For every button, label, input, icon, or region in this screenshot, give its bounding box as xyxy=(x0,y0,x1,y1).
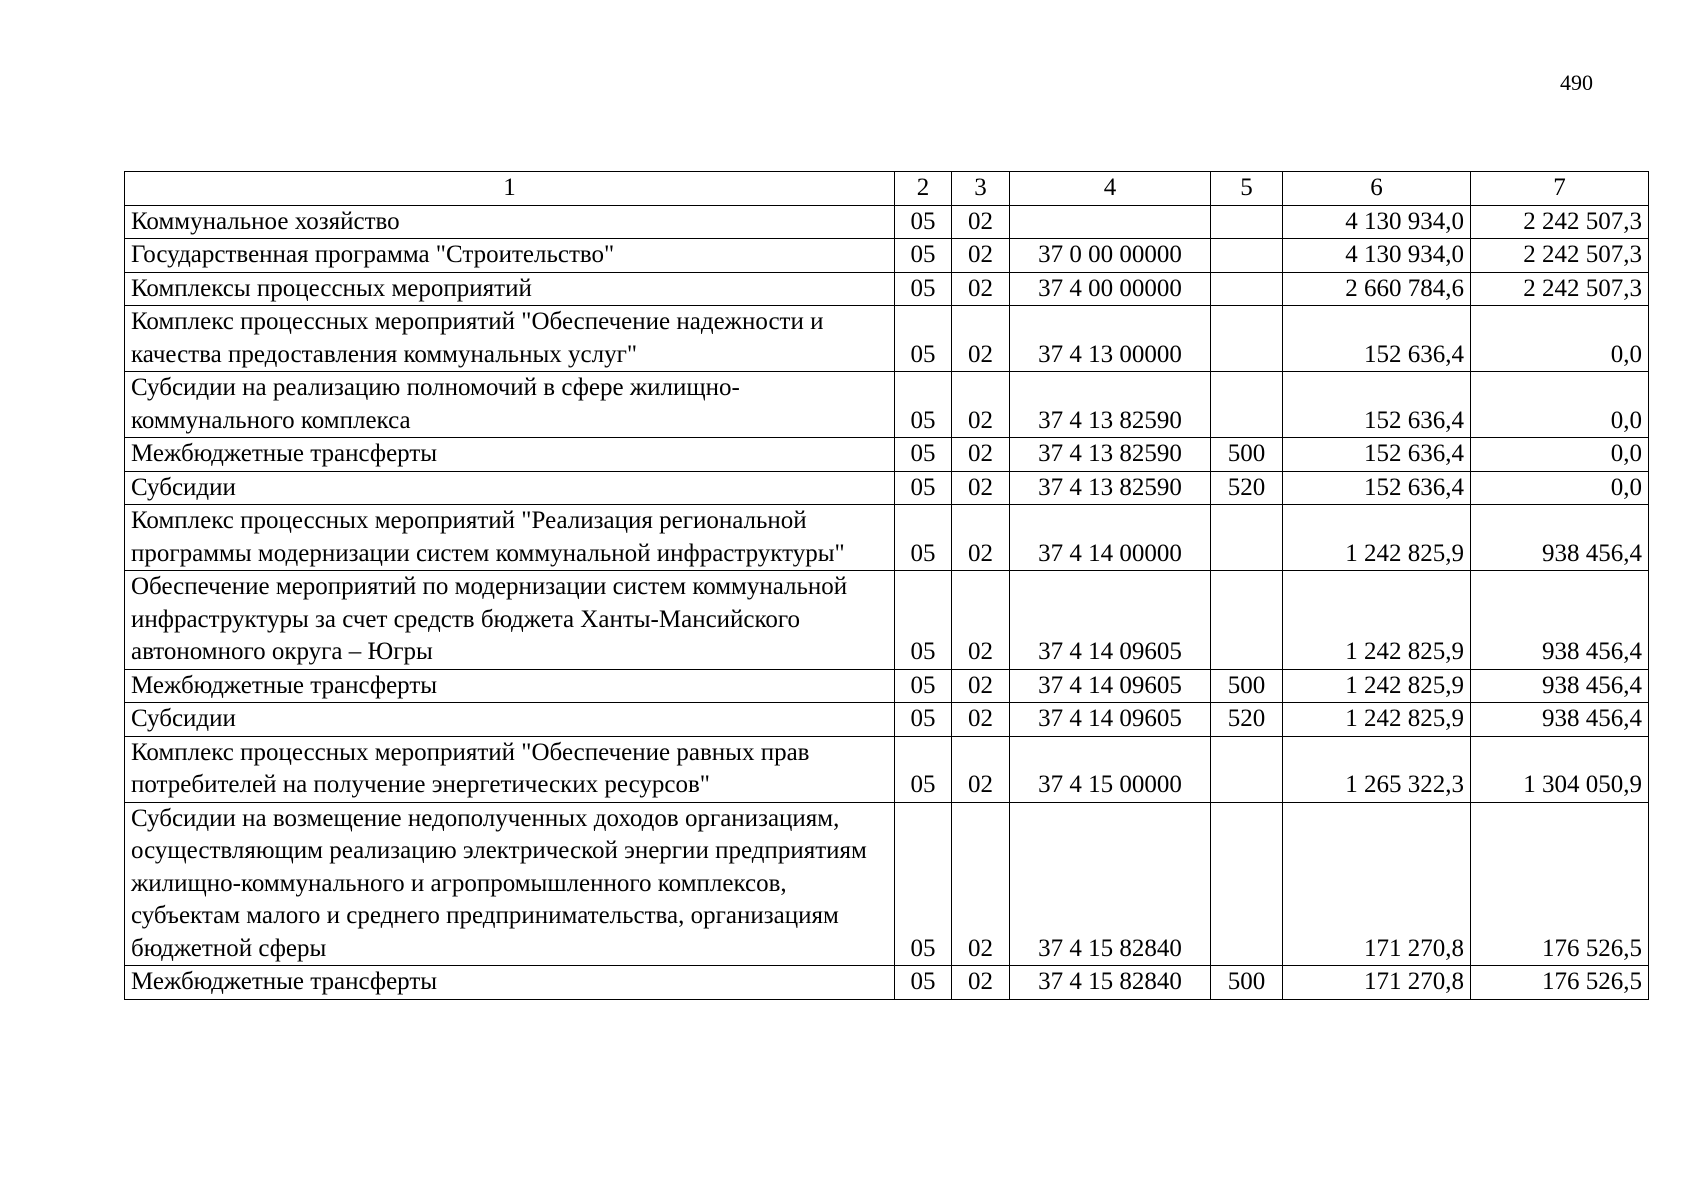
section-cell: 05 xyxy=(895,669,952,703)
amount-col6-cell: 152 636,4 xyxy=(1283,438,1471,472)
section-cell: 05 xyxy=(895,505,952,571)
expense-type-cell xyxy=(1211,306,1283,372)
column-header: 6 xyxy=(1283,172,1471,206)
expense-type-cell: 500 xyxy=(1211,438,1283,472)
expense-type-cell: 520 xyxy=(1211,703,1283,737)
subsection-cell: 02 xyxy=(952,272,1010,306)
row-name-cell: Межбюджетные трансферты xyxy=(125,669,895,703)
amount-col7-cell: 938 456,4 xyxy=(1471,669,1649,703)
amount-col7-cell: 2 242 507,3 xyxy=(1471,205,1649,239)
subsection-cell: 02 xyxy=(952,736,1010,802)
section-cell: 05 xyxy=(895,471,952,505)
amount-col7-cell: 0,0 xyxy=(1471,471,1649,505)
amount-col7-cell: 938 456,4 xyxy=(1471,703,1649,737)
table-row xyxy=(125,703,1649,737)
row-name-cell: Комплекс процессных мероприятий "Обеспечение надежности и качества предоставления коммунальных услуг" xyxy=(125,306,895,372)
expense-type-cell xyxy=(1211,272,1283,306)
subsection-cell: 02 xyxy=(952,205,1010,239)
amount-col6-cell: 2 660 784,6 xyxy=(1283,272,1471,306)
section-cell: 05 xyxy=(895,736,952,802)
subsection-cell: 02 xyxy=(952,239,1010,273)
amount-col7-cell: 2 242 507,3 xyxy=(1471,272,1649,306)
amount-col7-cell: 176 526,5 xyxy=(1471,802,1649,966)
amount-col7-cell: 176 526,5 xyxy=(1471,966,1649,1000)
row-name-cell: Государственная программа "Строительство" xyxy=(125,239,895,273)
amount-col6-cell: 1 242 825,9 xyxy=(1283,505,1471,571)
section-cell: 05 xyxy=(895,205,952,239)
target-code-cell: 37 4 13 82590 xyxy=(1010,372,1211,438)
expense-type-cell xyxy=(1211,505,1283,571)
amount-col7-cell: 0,0 xyxy=(1471,438,1649,472)
column-header: 4 xyxy=(1010,172,1211,206)
subsection-cell: 02 xyxy=(952,571,1010,670)
expense-type-cell: 520 xyxy=(1211,471,1283,505)
subsection-cell: 02 xyxy=(952,505,1010,571)
table-row xyxy=(125,736,1649,802)
expense-type-cell xyxy=(1211,571,1283,670)
section-cell: 05 xyxy=(895,372,952,438)
section-cell: 05 xyxy=(895,966,952,1000)
table-row xyxy=(125,272,1649,306)
row-name-cell: Межбюджетные трансферты xyxy=(125,438,895,472)
section-cell: 05 xyxy=(895,802,952,966)
table-row xyxy=(125,438,1649,472)
subsection-cell: 02 xyxy=(952,669,1010,703)
column-header: 7 xyxy=(1471,172,1649,206)
section-cell: 05 xyxy=(895,272,952,306)
expense-type-cell: 500 xyxy=(1211,966,1283,1000)
subsection-cell: 02 xyxy=(952,802,1010,966)
row-name-cell: Субсидии xyxy=(125,703,895,737)
expense-type-cell: 500 xyxy=(1211,669,1283,703)
table-row xyxy=(125,471,1649,505)
expense-type-cell xyxy=(1211,205,1283,239)
amount-col6-cell: 1 242 825,9 xyxy=(1283,571,1471,670)
amount-col7-cell: 938 456,4 xyxy=(1471,505,1649,571)
target-code-cell: 37 4 14 09605 xyxy=(1010,703,1211,737)
amount-col7-cell: 0,0 xyxy=(1471,372,1649,438)
amount-col6-cell: 1 242 825,9 xyxy=(1283,669,1471,703)
expense-type-cell xyxy=(1211,736,1283,802)
amount-col6-cell: 1 242 825,9 xyxy=(1283,703,1471,737)
table-row xyxy=(125,372,1649,438)
row-name-cell: Субсидии xyxy=(125,471,895,505)
amount-col6-cell: 1 265 322,3 xyxy=(1283,736,1471,802)
section-cell: 05 xyxy=(895,438,952,472)
table-row xyxy=(125,239,1649,273)
expense-type-cell xyxy=(1211,802,1283,966)
row-name-cell: Коммунальное хозяйство xyxy=(125,205,895,239)
amount-col6-cell: 171 270,8 xyxy=(1283,802,1471,966)
subsection-cell: 02 xyxy=(952,966,1010,1000)
row-name-cell: Комплексы процессных мероприятий xyxy=(125,272,895,306)
amount-col6-cell: 171 270,8 xyxy=(1283,966,1471,1000)
table-row xyxy=(125,205,1649,239)
amount-col6-cell: 152 636,4 xyxy=(1283,471,1471,505)
amount-col6-cell: 4 130 934,0 xyxy=(1283,205,1471,239)
subsection-cell: 02 xyxy=(952,306,1010,372)
expense-type-cell xyxy=(1211,372,1283,438)
row-name-cell: Субсидии на возмещение недополученных доходов организациям, осуществляющим реализацию электрической энергии предприятиям жилищно-коммунального и агропромышленного комплексов, субъектам малого и среднего предпринимательства, организациям бюджетной сферы xyxy=(125,802,895,966)
table-row xyxy=(125,669,1649,703)
budget-table xyxy=(124,171,1649,1000)
table-row xyxy=(125,966,1649,1000)
table-row xyxy=(125,505,1649,571)
target-code-cell: 37 4 15 00000 xyxy=(1010,736,1211,802)
page-number: 490 xyxy=(1560,70,1593,95)
amount-col6-cell: 4 130 934,0 xyxy=(1283,239,1471,273)
row-name-cell: Субсидии на реализацию полномочий в сфере жилищно-коммунального комплекса xyxy=(125,372,895,438)
column-header: 1 xyxy=(125,172,895,206)
target-code-cell: 37 4 00 00000 xyxy=(1010,272,1211,306)
subsection-cell: 02 xyxy=(952,471,1010,505)
amount-col7-cell: 1 304 050,9 xyxy=(1471,736,1649,802)
table-row xyxy=(125,306,1649,372)
target-code-cell: 37 4 13 82590 xyxy=(1010,471,1211,505)
amount-col7-cell: 2 242 507,3 xyxy=(1471,239,1649,273)
column-header: 3 xyxy=(952,172,1010,206)
target-code-cell: 37 4 14 09605 xyxy=(1010,571,1211,670)
subsection-cell: 02 xyxy=(952,372,1010,438)
subsection-cell: 02 xyxy=(952,703,1010,737)
section-cell: 05 xyxy=(895,571,952,670)
target-code-cell: 37 4 15 82840 xyxy=(1010,802,1211,966)
target-code-cell: 37 4 14 09605 xyxy=(1010,669,1211,703)
expense-type-cell xyxy=(1211,239,1283,273)
target-code-cell: 37 4 14 00000 xyxy=(1010,505,1211,571)
amount-col6-cell: 152 636,4 xyxy=(1283,372,1471,438)
target-code-cell: 37 4 15 82840 xyxy=(1010,966,1211,1000)
row-name-cell: Межбюджетные трансферты xyxy=(125,966,895,1000)
target-code-cell: 37 0 00 00000 xyxy=(1010,239,1211,273)
amount-col7-cell: 0,0 xyxy=(1471,306,1649,372)
table-row xyxy=(125,571,1649,670)
section-cell: 05 xyxy=(895,239,952,273)
subsection-cell: 02 xyxy=(952,438,1010,472)
section-cell: 05 xyxy=(895,703,952,737)
amount-col7-cell: 938 456,4 xyxy=(1471,571,1649,670)
amount-col6-cell: 152 636,4 xyxy=(1283,306,1471,372)
table-row xyxy=(125,802,1649,966)
table-header-row xyxy=(125,172,1649,206)
row-name-cell: Обеспечение мероприятий по модернизации систем коммунальной инфраструктуры за счет средств бюджета Ханты-Мансийского автономного округа – Югры xyxy=(125,571,895,670)
column-header: 5 xyxy=(1211,172,1283,206)
row-name-cell: Комплекс процессных мероприятий "Обеспечение равных прав потребителей на получение энергетических ресурсов" xyxy=(125,736,895,802)
target-code-cell: 37 4 13 82590 xyxy=(1010,438,1211,472)
target-code-cell xyxy=(1010,205,1211,239)
section-cell: 05 xyxy=(895,306,952,372)
column-header: 2 xyxy=(895,172,952,206)
row-name-cell: Комплекс процессных мероприятий "Реализация региональной программы модернизации систем коммунальной инфраструктуры" xyxy=(125,505,895,571)
target-code-cell: 37 4 13 00000 xyxy=(1010,306,1211,372)
